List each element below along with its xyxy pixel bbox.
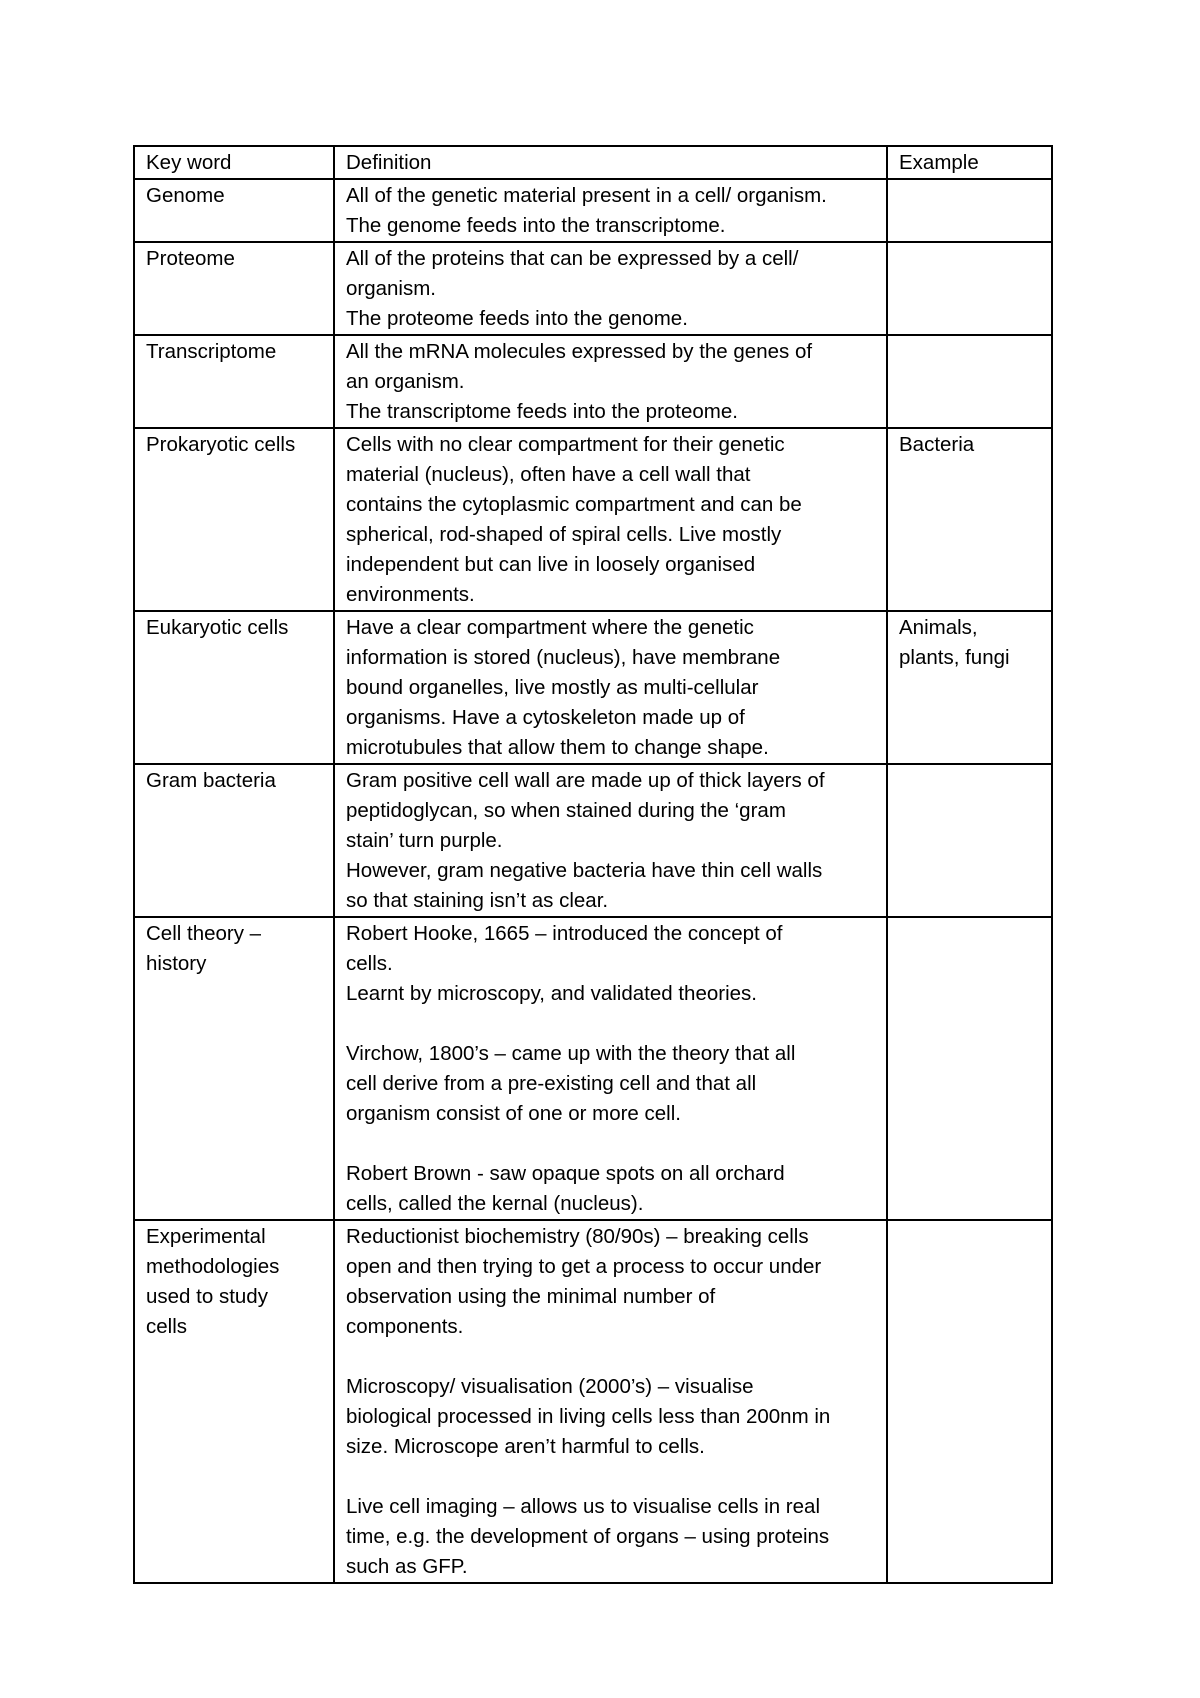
table-row: [134, 242, 1052, 335]
table-row: [134, 917, 1052, 1220]
definition-cell: All of the proteins that can be expressed by a cell/ organism. The proteome feeds into the genome.: [334, 242, 887, 335]
key-word-cell: Proteome: [134, 242, 334, 335]
example-cell: [887, 335, 1052, 428]
table-row: [134, 335, 1052, 428]
example-cell: [887, 179, 1052, 242]
table-row: [134, 179, 1052, 242]
key-word-cell: Gram bacteria: [134, 764, 334, 917]
definition-cell: Cells with no clear compartment for their genetic material (nucleus), often have a cell wall that contains the cytoplasmic compartment and can be spherical, rod-shaped of spiral cells. Live mostly independent but can live in loosely organised environments.: [334, 428, 887, 611]
table-row: [134, 1220, 1052, 1583]
example-cell: [887, 1220, 1052, 1583]
example-cell: [887, 242, 1052, 335]
header-example: Example: [887, 146, 1052, 179]
definition-cell: All the mRNA molecules expressed by the genes of an organism. The transcriptome feeds into the proteome.: [334, 335, 887, 428]
header-key-word: Key word: [134, 146, 334, 179]
key-word-cell: Transcriptome: [134, 335, 334, 428]
definition-cell: Have a clear compartment where the genetic information is stored (nucleus), have membrane bound organelles, live mostly as multi-cellular organisms. Have a cytoskeleton made up of microtubules that allow them to change shape.: [334, 611, 887, 764]
key-word-cell: Cell theory – history: [134, 917, 334, 1220]
definition-cell: Robert Hooke, 1665 – introduced the concept of cells. Learnt by microscopy, and validated theories. Virchow, 1800’s – came up with the theory that all cell derive from a pre-existing cell and that all organism consist of one or more cell. Robert Brown - saw opaque spots on all orchard cells, called the kernal (nucleus).: [334, 917, 887, 1220]
definition-cell: Gram positive cell wall are made up of thick layers of peptidoglycan, so when stained during the ‘gram stain’ turn purple. However, gram negative bacteria have thin cell walls so that staining isn’t as clear.: [334, 764, 887, 917]
key-word-cell: Prokaryotic cells: [134, 428, 334, 611]
key-word-cell: Eukaryotic cells: [134, 611, 334, 764]
glossary-table: [133, 145, 1053, 1584]
table-row: [134, 428, 1052, 611]
key-word-cell: Experimental methodologies used to study cells: [134, 1220, 334, 1583]
example-cell: [887, 917, 1052, 1220]
table-row: [134, 764, 1052, 917]
definition-cell: Reductionist biochemistry (80/90s) – breaking cells open and then trying to get a process to occur under observation using the minimal number of components. Microscopy/ visualisation (2000’s) – visualise biological processed in living cells less than 200nm in size. Microscope aren’t harmful to cells. Live cell imaging – allows us to visualise cells in real time, e.g. the development of organs – using proteins such as GFP.: [334, 1220, 887, 1583]
key-word-cell: Genome: [134, 179, 334, 242]
example-cell: [887, 764, 1052, 917]
table-header-row: [134, 146, 1052, 179]
table-row: [134, 611, 1052, 764]
example-cell: Bacteria: [887, 428, 1052, 611]
definition-cell: All of the genetic material present in a cell/ organism. The genome feeds into the transcriptome.: [334, 179, 887, 242]
example-cell: Animals, plants, fungi: [887, 611, 1052, 764]
header-definition: Definition: [334, 146, 887, 179]
